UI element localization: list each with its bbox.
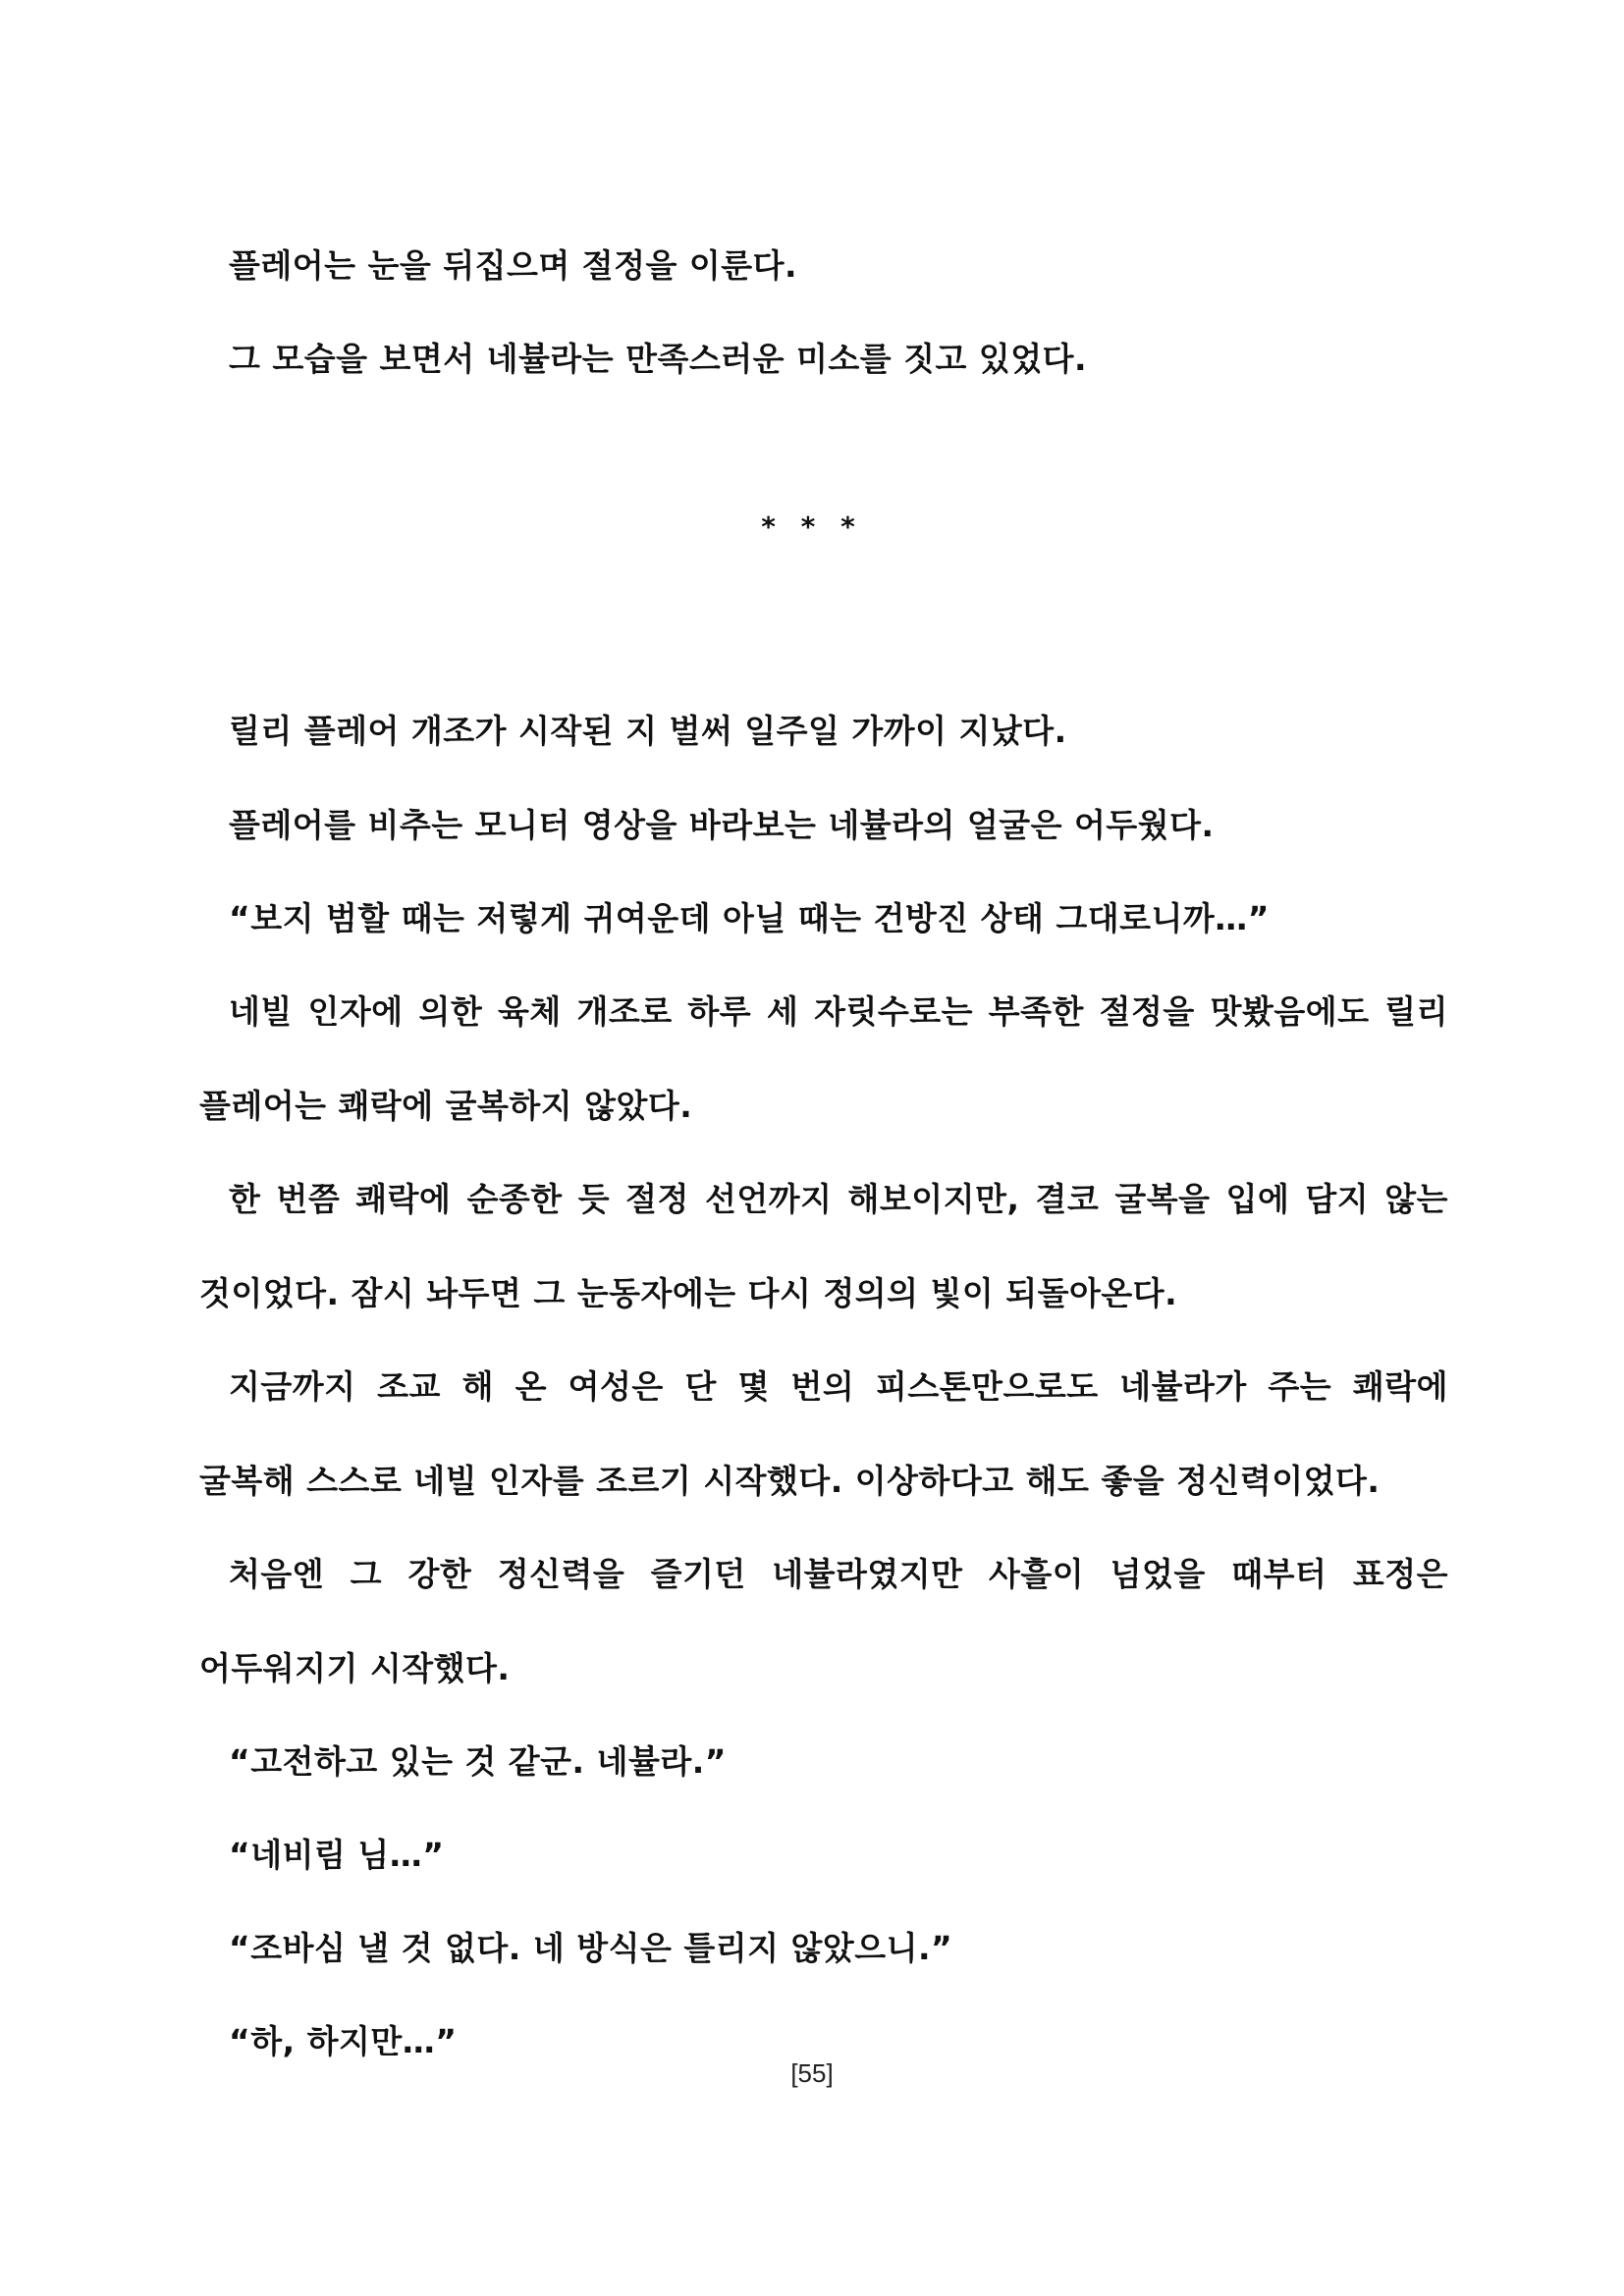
dialogue-1: “보지 범할 때는 저렇게 귀여운데 아닐 때는 건방진 상태 그대로니까…”: [229, 899, 1270, 937]
dialogue-3: “네비림 님…”: [229, 1836, 445, 1874]
dialogue-2: “고전하고 있는 것 같군. 네뷸라.”: [229, 1742, 727, 1781]
dialogue-4: “조바심 낼 것 없다. 네 방식은 틀리지 않았으니.”: [229, 1929, 953, 1967]
paragraph-5: 네빌 인자에 의한 육체 개조로 하루 세 자릿수로는 부족한 절정을 맛봤음에도 릴리 플레어는 쾌락에 굴복하지 않았다.: [199, 992, 1448, 1125]
dialogue-5: “하, 하지만…”: [229, 2022, 458, 2060]
paragraph-4: 플레어를 비추는 모니터 영상을 바라보는 네뷸라의 얼굴은 어두웠다.: [229, 806, 1215, 844]
paragraph-3: 릴리 플레어 개조가 시작된 지 벌써 일주일 가까이 지났다.: [229, 712, 1067, 750]
scene-break-separator: * * *: [761, 510, 863, 543]
paragraph-8: 처음엔 그 강한 정신력을 즐기던 네뷸라였지만 사흘이 넘었을 때부터 표정은 어두워지기 시작했다.: [199, 1555, 1448, 1687]
paragraph-1: 플레어는 눈을 뒤집으며 절정을 이룬다.: [229, 246, 798, 285]
paragraph-2: 그 모습을 보면서 네뷸라는 만족스러운 미소를 짓고 있었다.: [229, 340, 1088, 378]
paragraph-6: 한 번쯤 쾌락에 순종한 듯 절정 선언까지 해보이지만, 결코 굴복을 입에 담지 않는 것이었다. 잠시 놔두면 그 눈동자에는 다시 정의의 빛이 되돌아온다.: [199, 1180, 1448, 1312]
page-number: [55]: [790, 2058, 834, 2088]
paragraph-7: 지금까지 조교 해 온 여성은 단 몇 번의 피스톤만으로도 네뷸라가 주는 쾌락에 굴복해 스스로 네빌 인자를 조르기 시작했다. 이상하다고 해도 좋을 정신력이었다.: [199, 1367, 1448, 1500]
